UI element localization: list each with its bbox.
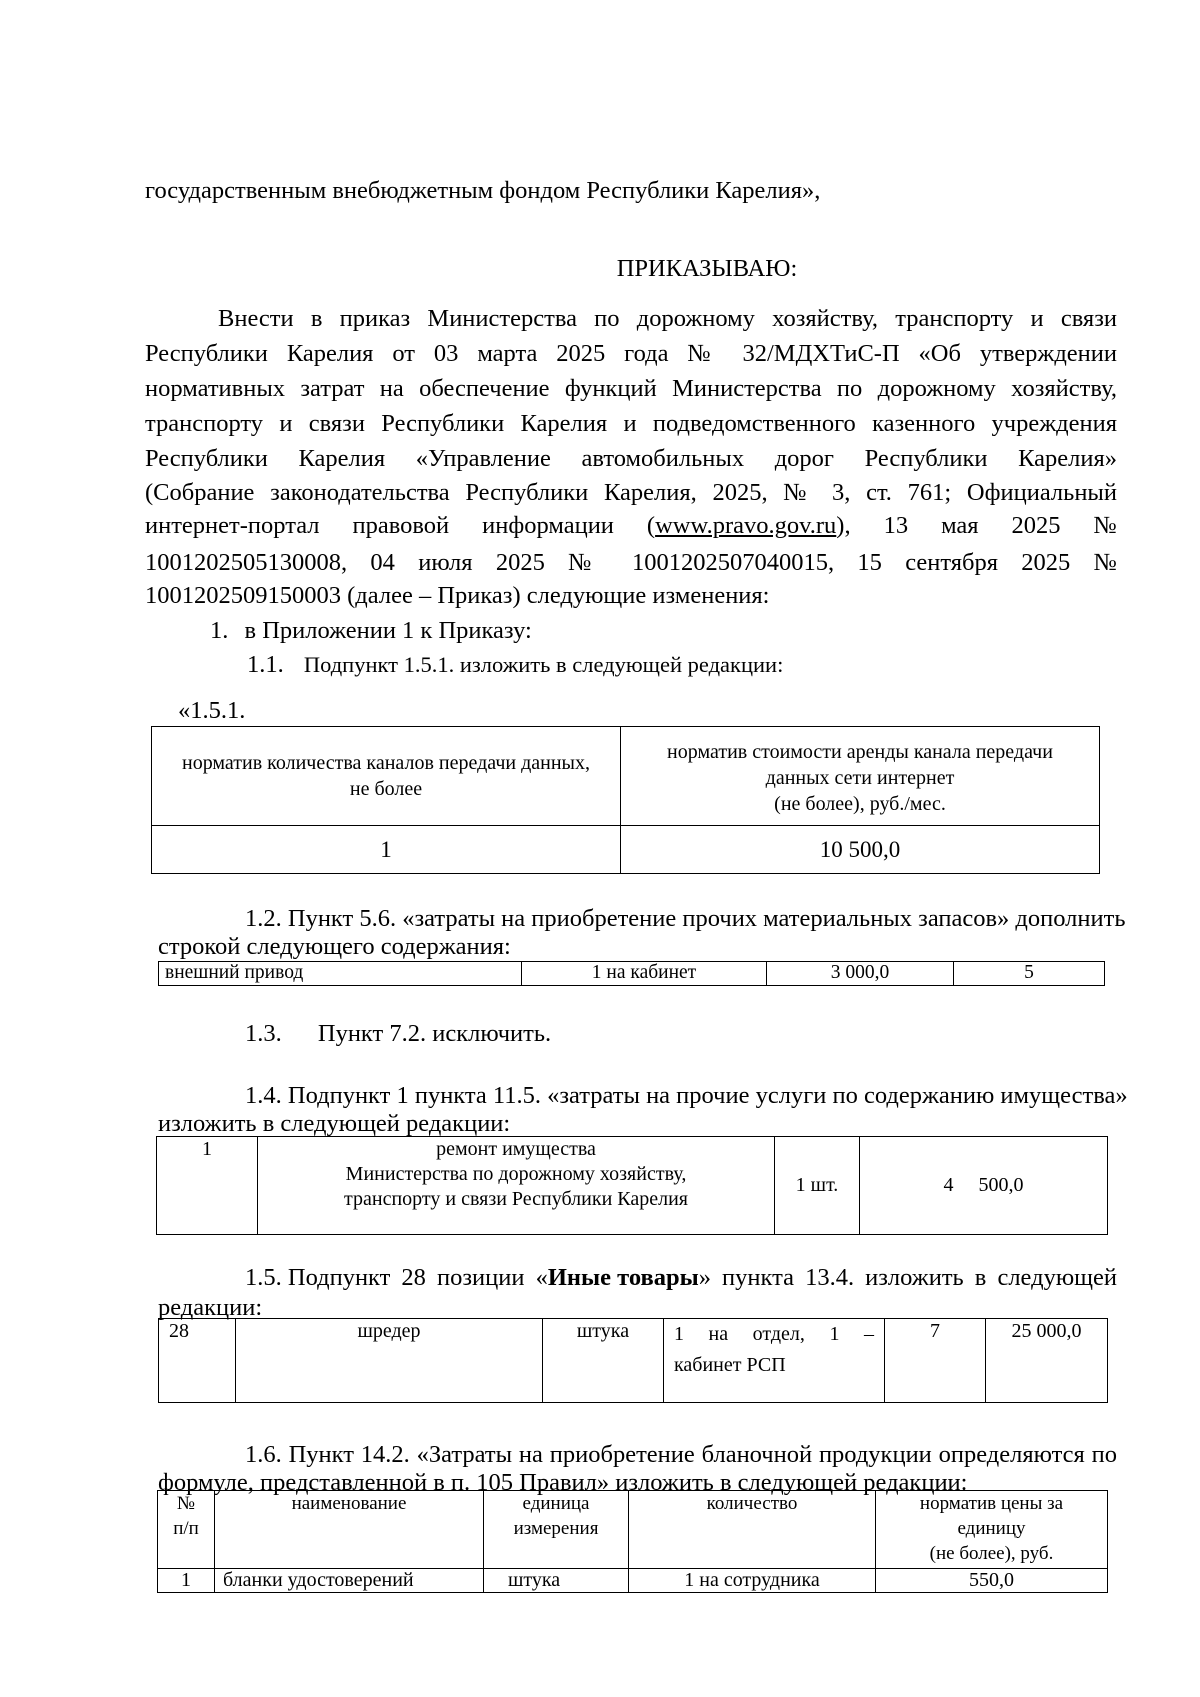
table-cell: 3 000,0 <box>767 962 954 986</box>
cell-line: единицу <box>957 1518 1026 1539</box>
table-row <box>158 1491 1108 1569</box>
preamble-line: 1001202505130008, 04 июля 2025 № 1001202507040015, 15 сентября 2025 № <box>145 549 1117 576</box>
table-cell: 28 <box>159 1319 236 1403</box>
intro-line: государственным внебюджетным фондом Республики Карелия», <box>145 177 821 204</box>
preamble-line: 1001202509150003 (далее – Приказ) следующие изменения: <box>145 582 770 609</box>
item-1 <box>210 616 532 646</box>
item-1-6-line: 1.6. Пункт 14.2. «Затраты на приобретение бланочной продукции определяются по <box>245 1441 1117 1468</box>
cell-line: № <box>176 1493 196 1514</box>
text-fragment: 28 <box>401 1264 426 1291</box>
item-1-4-line: изложить в следующей редакции: <box>158 1110 511 1137</box>
item-text: в Приложении 1 к Приказу: <box>244 617 532 644</box>
table-cell <box>664 1319 885 1403</box>
table-property <box>156 1136 1108 1235</box>
table-row <box>157 1137 1108 1235</box>
text-fragment: следующей <box>997 1264 1117 1291</box>
cell-line: Министерства по дорожному хозяйству, <box>345 1163 687 1185</box>
cell-line: (не более), руб./мес. <box>774 793 946 815</box>
text-fragment: информации <box>482 512 614 539</box>
table-cell: наименование <box>215 1491 484 1569</box>
item-1-5-line <box>245 1263 1117 1293</box>
table-cell: 7 <box>885 1319 986 1403</box>
cell-line: измерения <box>513 1518 599 1539</box>
text-fragment: 2025 <box>1011 512 1061 539</box>
cell-line: ремонт имущества <box>436 1138 596 1160</box>
cell-line: кабинет РСП <box>674 1354 786 1376</box>
item-number: 1.1. <box>247 651 284 678</box>
preamble-line: транспорту и связи Республики Карелия и подведомственного казенного учреждения <box>145 410 1117 437</box>
table-cell: норматив количества каналов передачи данных, не более <box>152 727 621 826</box>
table-channels <box>151 726 1100 874</box>
cell-line: норматив стоимости аренды канала передачи <box>667 741 1053 763</box>
table-cell: 10 500,0 <box>621 826 1100 874</box>
text-fragment: правовой <box>352 512 450 539</box>
table-cell: 1 на сотрудника <box>629 1569 876 1593</box>
text-fragment: № <box>1093 512 1117 539</box>
text-fragment: изложить <box>865 1264 964 1291</box>
table-row <box>152 826 1100 874</box>
table-cell: 550,0 <box>876 1569 1108 1593</box>
text-fragment: 13.4. <box>805 1264 855 1291</box>
text-fragment: пункта <box>722 1264 794 1291</box>
text-fragment: мая <box>941 512 979 539</box>
table-row <box>158 1569 1108 1593</box>
item-1-6-line: формуле, представленной в п. 105 Правил» изложить в следующей редакции: <box>158 1469 968 1496</box>
item-1-2-line: 1.2. Пункт 5.6. «затраты на приобретение прочих материальных запасов» дополнить <box>245 905 1126 932</box>
table-cell: 5 <box>954 962 1105 986</box>
cell-line: норматив цены за <box>919 1493 1064 1514</box>
table-cell: 1 <box>152 826 621 874</box>
item-text: Подпункт 1.5.1. изложить в следующей редакции: <box>303 652 784 677</box>
item-number: 1.3. <box>245 1020 282 1047</box>
order-heading: ПРИКАЗЫВАЮ: <box>616 255 798 282</box>
table-cell <box>621 727 1100 826</box>
item-1-4-line: 1.4. Подпункт 1 пункта 11.5. «затраты на прочие услуги по содержанию имущества» <box>245 1082 1128 1109</box>
preamble-line: (Собрание законодательства Республики Карелия, 2025, № 3, ст. 761; Официальный <box>145 479 1117 506</box>
cell-line: (не более), руб. <box>929 1543 1054 1564</box>
text-fragment: интернет-портал <box>145 512 320 539</box>
cell-line: транспорту и связи Республики Карелия <box>344 1188 688 1210</box>
quote-label: «1.5.1. <box>178 697 246 724</box>
cell-line: данных сети интернет <box>765 767 955 789</box>
cell-line: п/п <box>173 1518 199 1539</box>
item-1-5-line: редакции: <box>158 1294 263 1321</box>
table-cell <box>258 1137 775 1235</box>
table-cell: 4 500,0 <box>860 1137 1108 1235</box>
text-fragment: в <box>974 1264 987 1291</box>
cell-line: единица <box>522 1493 590 1514</box>
item-1-1 <box>247 650 783 680</box>
preamble-line: нормативных затрат на обеспечение функций Министерства по дорожному хозяйству, <box>145 375 1117 402</box>
table-cell: бланки удостоверений <box>215 1569 484 1593</box>
table-cell: 1 на кабинет <box>522 962 767 986</box>
preamble-line: Республики Карелия от 03 марта 2025 года № 32/МДХТиС-П «Об утверждении <box>145 340 1117 367</box>
table-cell <box>876 1491 1108 1569</box>
table-cell: штука <box>543 1319 664 1403</box>
preamble-line: Республики Карелия «Управление автомобильных дорог Республики Карелия» <box>145 445 1117 472</box>
text-fragment: (www.pravo.gov.ru), <box>646 512 851 539</box>
table-cell <box>158 1491 215 1569</box>
text-fragment: 1.5. Подпункт <box>245 1264 391 1291</box>
table-other-goods <box>158 1318 1108 1403</box>
text-fragment: «Иные товары» <box>535 1264 711 1291</box>
preamble-line <box>145 511 1117 541</box>
item-1-3 <box>245 1019 551 1049</box>
table-cell: 1 <box>158 1569 215 1593</box>
table-materials <box>158 961 1105 986</box>
table-cell: количество <box>629 1491 876 1569</box>
table-cell <box>484 1491 629 1569</box>
table-cell: 1 <box>157 1137 258 1235</box>
pravo-link[interactable]: www.pravo.gov.ru <box>655 512 837 539</box>
table-row <box>159 1319 1108 1403</box>
text-fragment: позиции <box>437 1264 525 1291</box>
item-text: Пункт 7.2. исключить. <box>317 1020 552 1047</box>
table-row <box>152 727 1100 826</box>
table-cell: 1 шт. <box>775 1137 860 1235</box>
table-cell: 25 000,0 <box>986 1319 1108 1403</box>
item-number: 1. <box>210 617 229 644</box>
table-cell: внешний привод <box>159 962 522 986</box>
text-fragment: 13 <box>883 512 909 539</box>
table-row <box>159 962 1105 986</box>
item-1-2-line: строкой следующего содержания: <box>158 933 511 960</box>
cell-line: 1 на отдел, 1 – <box>674 1323 874 1345</box>
table-blanks <box>157 1490 1108 1593</box>
preamble-line: Внести в приказ Министерства по дорожному хозяйству, транспорту и связи <box>218 305 1117 332</box>
table-cell: штука <box>484 1569 629 1593</box>
bold-term: Иные товары <box>547 1264 699 1291</box>
table-cell: шредер <box>236 1319 543 1403</box>
